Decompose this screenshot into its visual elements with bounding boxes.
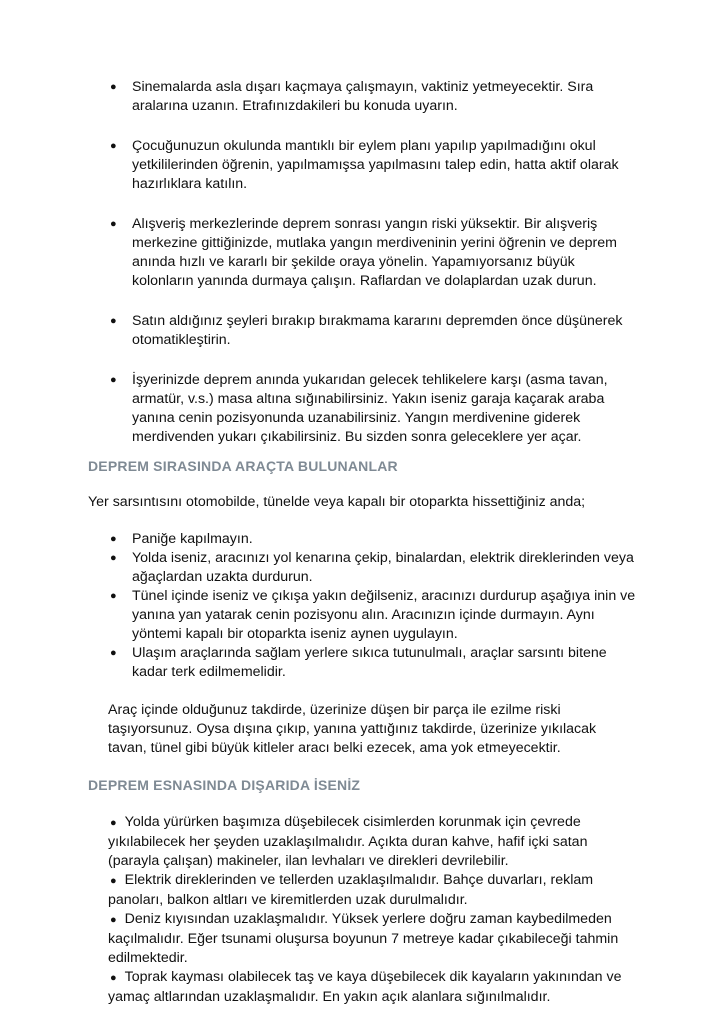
section-heading-vehicle: DEPREM SIRASINDA ARAÇTA BULUNANLAR [88,458,398,474]
bullet-icon: ● [110,218,117,230]
list-item: ● Satın aldığınız şeyleri bırakıp bırakmama kararını depremden önce düşünerek otomatikleştirin. [110,313,623,348]
bullet-icon: ● [110,552,117,564]
bullet-icon: ● [110,374,117,386]
list-item: ● Tünel içinde iseniz ve çıkışa yakın değilseniz, aracınızı durdurup aşağıya inin ve yanına yan yatarak cenin pozisyonu alın. Aracınızın içinde durmayın. Aynı yöntemi kapalı bir otoparkta iseniz aynen uygulayın. [110,588,636,642]
bullet-icon: ● [110,533,117,545]
bullet-icon: ● [110,647,117,659]
vehicle-paragraph: Araç içinde olduğunuz takdirde, üzerinize düşen bir parça ile ezilme riski taşıyorsunuz. Oysa dışına çıkıp, yanına yattığınız takdirde, üzerinize yıkılacak tavan, tünel gibi büyük kitleler aracı belki ezecek, ama yok etmeyecektir. [108,702,597,756]
bullet-icon: ● [110,972,117,984]
section-heading-outdoors: DEPREM ESNASINDA DIŞARIDA İSENİZ [88,777,361,793]
bullet-icon: ● [110,315,117,327]
list-item: ● Paniğe kapılmayın. [110,531,253,547]
section-intro: Yer sarsıntısını otomobilde, tünelde veya kapalı bir otoparkta hissettiğiniz anda; [88,494,586,510]
list-item: ● Elektrik direklerinden ve tellerden uzaklaşılmalıdır. Bahçe duvarları, reklam panoları, balkon altları ve kiremitlerden uzak durulmalıdır. [108,872,594,908]
bullet-icon: ● [110,140,117,152]
list-item: ● Deniz kıyısından uzaklaşmalıdır. Yüksek yerlere doğru zaman kaybedilmeden kaçılmalıdır. Eğer tsunami oluşursa boyunun 7 metreye kadar çıkabileceği tahmin edilmektedir. [108,911,619,966]
list-item: ● Yolda yürürken başımıza düşebilecek cisimlerden korunmak için çevrede yıkılabilecek her şeyden uzaklaşılmalıdır. Açıkta duran kahve, hafif içki satan (parayla çalışan) makineler, ilan levhaları ve direkleri devrilebilir. [108,814,588,869]
bullet-icon: ● [110,590,117,602]
list-item: ● İşyerinizde deprem anında yukarıdan gelecek tehlikelere karşı (asma tavan, armatür, v.s.) masa altına sığınabilirsiniz. Yakın iseniz garaja kaçarak araba yanına cenin pozisyonunda uzanabilirsiniz. Yangın merdivenine giderek merdivenden yukarı çıkabilirsiniz. Bu sizden sonra geleceklere yer açar. [110,372,608,445]
list-item: ● Yolda iseniz, aracınızı yol kenarına çekip, binalardan, elektrik direklerinden veya ağaçlardan uzakta durdurun. [110,550,634,585]
vehicle-list [0,530,728,682]
bullet-icon: ● [110,875,117,887]
document-content [0,78,728,1007]
list-item: ● Ulaşım araçlarında sağlam yerlere sıkıca tutunulmalı, araçlar sarsıntı bitene kadar terk edilmemelidir. [110,645,607,680]
list-item: ● Sinemalarda asla dışarı kaçmaya çalışmayın, vaktiniz yetmeyecektir. Sıra aralarına uzanın. Etrafınızdakileri bu konuda uyarın. [110,79,594,114]
precautions-list [0,78,728,447]
bullet-icon: ● [110,914,117,926]
bullet-icon: ● [110,817,117,829]
list-item: ● Çocuğunuzun okulunda mantıklı bir eylem planı yapılıp yapılmadığını okul yetkililerinden öğrenin, yapılmamışsa yapılmasını talep edin, hatta aktif olarak hazırlıklara katılın. [110,138,619,192]
list-item: ● Toprak kayması olabilecek taş ve kaya düşebilecek dik kayaların yakınından ve yamaç altlarından uzaklaşmalıdır. En yakın açık alanlara sığınılmalıdır. [108,969,622,1005]
list-item: ● Alışveriş merkezlerinde deprem sonrası yangın riski yüksektir. Bir alışveriş merkezine gittiğinizde, mutlaka yangın merdiveninin yerini öğrenin ve deprem anında hızlı ve kararlı bir şekilde oraya yönelin. Yapamıyorsanız büyük kolonların yanında durmaya çalışın. Raflardan ve dolaplardan uzak durun. [110,216,617,289]
outdoors-list [108,813,636,1007]
bullet-icon: ● [110,81,117,93]
